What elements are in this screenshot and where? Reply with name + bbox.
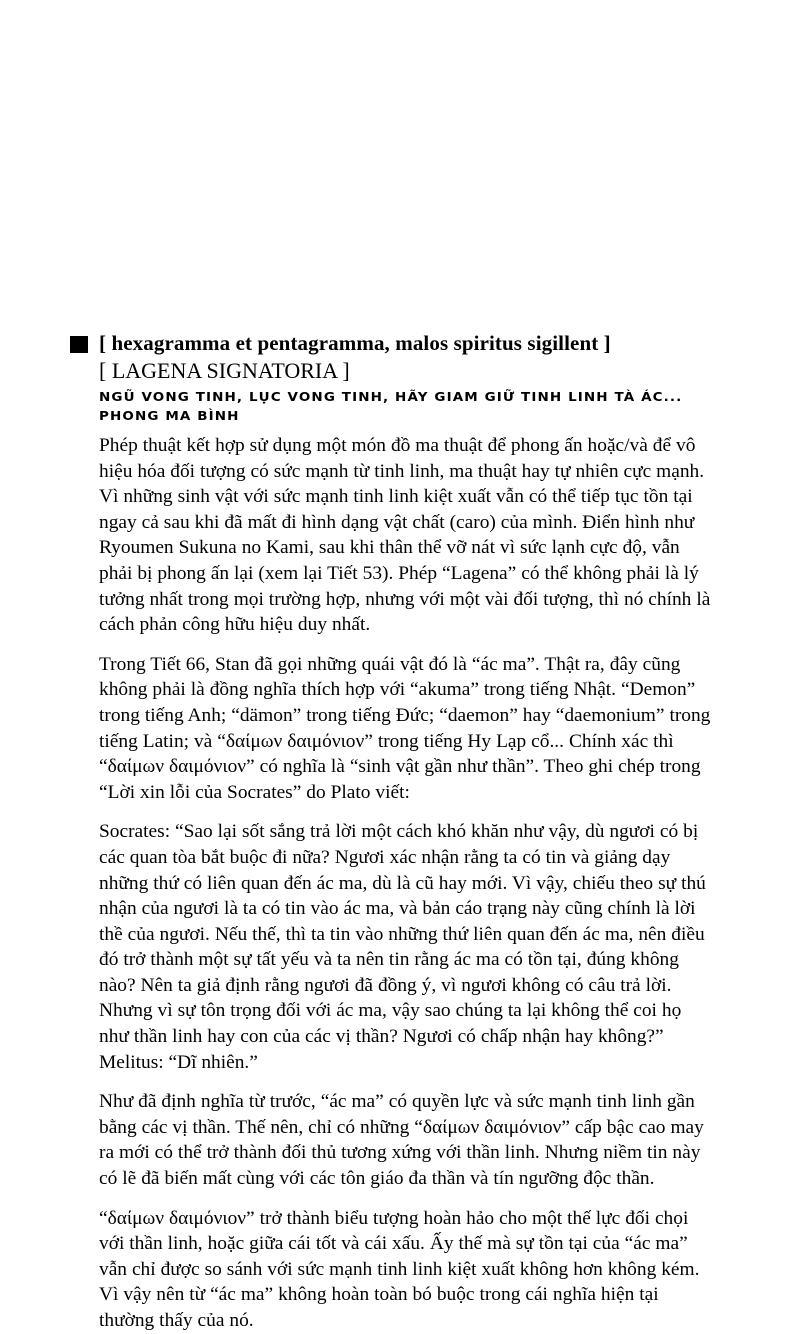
body-paragraph-1: Phép thuật kết hợp sử dụng một món đồ ma thuật để phong ấn hoặc/và để vô hiệu hóa đối tượng có sức mạnh từ tinh linh, ma thuật hay tự nhiên cực mạnh. Vì những sinh vật với sức mạnh tinh linh kiệt xuất vẫn có thể tiếp tục tồn tại ngay cả sau khi đã mất đi hình dạng vật chất (caro) của mình. Điển hình như Ryoumen Sukuna no Kami, sau khi thân thể vỡ nát vì sức lạnh cực độ, vẫn phải bị phong ấn lại (xem lại Tiết 53). Phép “Lagena” có thể không phải là lý tưởng nhất trong mọi trường hợp, nhưng với một vài đối tượng, thì nó chính là cách phản công hữu hiệu duy nhất. bbox=[99, 435, 711, 636]
page-content bbox=[70, 330, 718, 1334]
body-paragraph-melitus-line: Melitus: “Dĩ nhiên.” bbox=[99, 1051, 258, 1073]
body-paragraph-2: Trong Tiết 66, Stan đã gọi những quái vật đó là “ác ma”. Thật ra, đây cũng không phải là đồng nghĩa thích hợp với “akuma” trong tiếng Nhật. “Demon” trong tiếng Anh; “dämon” trong tiếng Đức; “daemon” hay “daemonium” trong tiếng Latin; và “δαίμων δαιμόνιον” trong tiếng Hy Lạp cổ... Chính xác thì “δαίμων δαιμόνιον” có nghĩa là “sinh vật gần như thần”. Theo ghi chép trong “Lời xin lỗi của Socrates” do Plato viết: bbox=[99, 653, 711, 803]
page-top-blank-area bbox=[0, 0, 800, 330]
heading-block bbox=[70, 330, 718, 427]
body-paragraph-4: Như đã định nghĩa từ trước, “ác ma” có quyền lực và sức mạnh tinh linh gần bằng các vị thần. Thế nên, chỉ có những “δαίμων δαιμόνιον” cấp bậc cao may ra mới có thể trở thành đối thủ tương xứng với thần linh. Nhưng niềm tin này có lẽ đã biến mất cùng với các tôn giáo đa thần và tín ngưỡng độc thần. bbox=[99, 1091, 704, 1190]
body-paragraph-socrates-quote: Socrates: “Sao lại sốt sắng trả lời một cách khó khăn như vậy, dù ngươi có bị các quan tòa bắt buộc đi nữa? Ngươi xác nhận rằng ta có tin và giảng dạy những thứ có liên quan đến ác ma, dù là cũ hay mới. Vì vậy, chiếu theo sự thú nhận của ngươi là ta có tin vào ác ma, và bản cáo trạng này cũng chính là lời thề của ngươi. Nếu thế, thì ta tin vào những thứ liên quan đến ác ma, nên điều đó trở thành một sự tất yếu và ta nên tin rằng ác ma có tồn tại, đúng không nào? Nên ta giả định rằng ngươi đã đồng ý, vì ngươi không có câu trả lời. Nhưng vì sự tôn trọng đối với ác ma, vậy sao chúng ta lại không thể coi họ như thần linh hay con của các vị thần? Ngươi có chấp nhận hay không?” bbox=[99, 821, 706, 1048]
heading-latin-title-line-2: [ LAGENA SIGNATORIA ] bbox=[99, 358, 350, 383]
heading-latin-line-1-row bbox=[70, 330, 718, 357]
heading-subtitle-line-1: NGŨ VONG TINH, LỤC VONG TINH, HÃY GIAM GIỮ TINH LINH TÀ ÁC... bbox=[99, 389, 683, 405]
black-square-bullet-icon bbox=[70, 336, 88, 353]
heading-latin-title-line-1: [ hexagramma et pentagramma, malos spiritus sigillent ] bbox=[99, 331, 611, 355]
body-text-column bbox=[99, 433, 713, 1334]
heading-subtitle-line-2: PHONG MA BÌNH bbox=[99, 408, 240, 424]
body-paragraph-5: “δαίμων δαιμόνιον” trở thành biểu tượng hoàn hảo cho một thế lực đối chọi với thần linh, hoặc giữa cái tốt và cái xấu. Ấy thế mà sự tồn tại của “ác ma” vẫn chỉ được so sánh với sức mạnh tinh linh kiệt xuất không hơn không kém. Vì vậy nên từ “ác ma” không hoàn toàn bó buộc trong cái nghĩa hiện tại thường thấy của nó. bbox=[99, 1207, 700, 1331]
